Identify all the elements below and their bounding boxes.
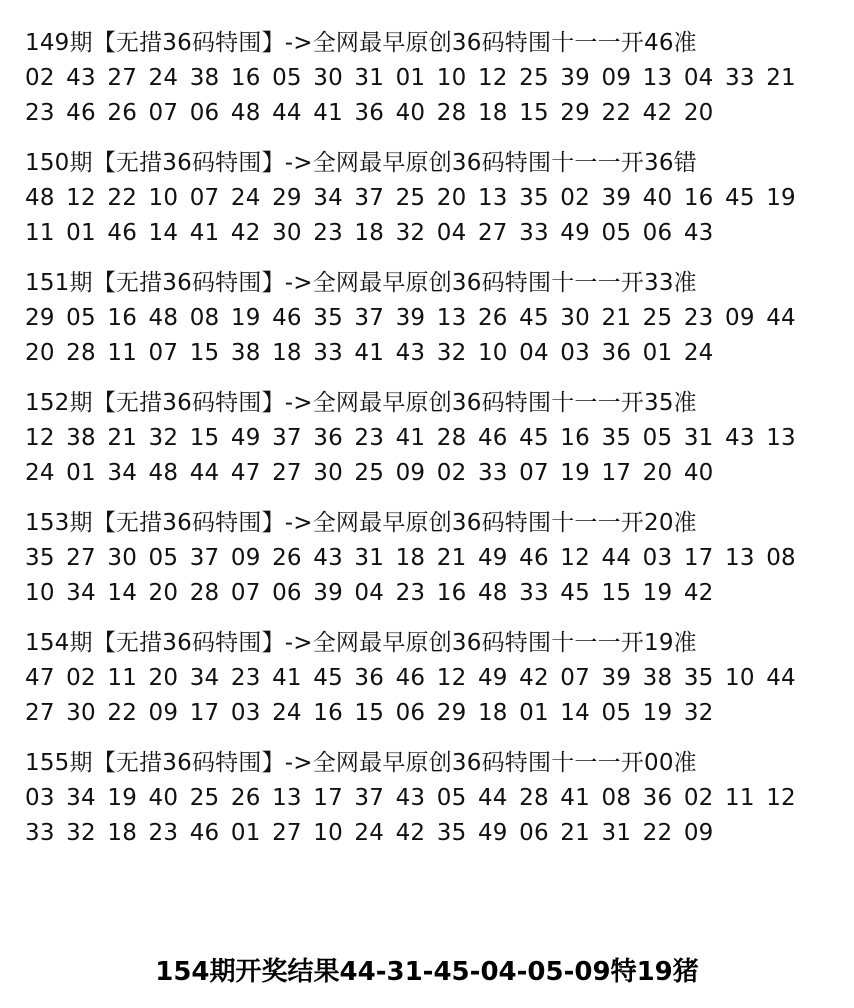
entry-numbers-line1: 47 02 11 20 34 23 41 45 36 46 12 49 42 07 39 38 35 10 44	[25, 665, 796, 691]
entry-numbers-line2: 11 01 46 14 41 42 30 23 18 32 04 27 33 49 05 06 43	[25, 220, 714, 246]
entry-numbers-line1: 02 43 27 24 38 16 05 30 31 01 10 12 25 39 09 13 04 33 21	[25, 65, 796, 91]
entry-header: 151期【无措36码特围】->全网最早原创36码特围十一一开33准	[25, 270, 697, 296]
entry-numbers-line1: 48 12 22 10 07 24 29 34 37 25 20 13 35 02 39 40 16 45 19	[25, 185, 796, 211]
entry-155	[25, 746, 835, 851]
entry-numbers-line2: 33 32 18 23 46 01 27 10 24 42 35 49 06 21 31 22 09	[25, 820, 714, 846]
entry-154	[25, 626, 835, 731]
entry-header: 149期【无措36码特围】->全网最早原创36码特围十一一开46准	[25, 30, 697, 56]
entries-list	[25, 26, 835, 866]
entry-header: 155期【无措36码特围】->全网最早原创36码特围十一一开00准	[25, 750, 697, 776]
entry-152	[25, 386, 835, 491]
entry-numbers-line2: 20 28 11 07 15 38 18 33 41 43 32 10 04 03 36 01 24	[25, 340, 714, 366]
entry-150	[25, 146, 835, 251]
entry-header: 150期【无措36码特围】->全网最早原创36码特围十一一开36错	[25, 150, 697, 176]
entry-numbers-line1: 12 38 21 32 15 49 37 36 23 41 28 46 45 16 35 05 31 43 13	[25, 425, 796, 451]
draw-result-footer: 154期开奖结果44-31-45-04-05-09特19猪	[155, 957, 699, 987]
entry-header: 153期【无措36码特围】->全网最早原创36码特围十一一开20准	[25, 510, 697, 536]
entry-numbers-line2: 24 01 34 48 44 47 27 30 25 09 02 33 07 19 17 20 40	[25, 460, 714, 486]
entry-numbers-line1: 29 05 16 48 08 19 46 35 37 39 13 26 45 30 21 25 23 09 44	[25, 305, 796, 331]
entry-151	[25, 266, 835, 371]
entry-header: 154期【无措36码特围】->全网最早原创36码特围十一一开19准	[25, 630, 697, 656]
entry-numbers-line2: 10 34 14 20 28 07 06 39 04 23 16 48 33 45 15 19 42	[25, 580, 714, 606]
entry-149	[25, 26, 835, 131]
entry-153	[25, 506, 835, 611]
entry-numbers-line1: 03 34 19 40 25 26 13 17 37 43 05 44 28 41 08 36 02 11 12	[25, 785, 796, 811]
entry-numbers-line2: 27 30 22 09 17 03 24 16 15 06 29 18 01 14 05 19 32	[25, 700, 714, 726]
entry-numbers-line2: 23 46 26 07 06 48 44 41 36 40 28 18 15 29 22 42 20	[25, 100, 714, 126]
entry-header: 152期【无措36码特围】->全网最早原创36码特围十一一开35准	[25, 390, 697, 416]
entry-numbers-line1: 35 27 30 05 37 09 26 43 31 18 21 49 46 12 44 03 17 13 08	[25, 545, 796, 571]
